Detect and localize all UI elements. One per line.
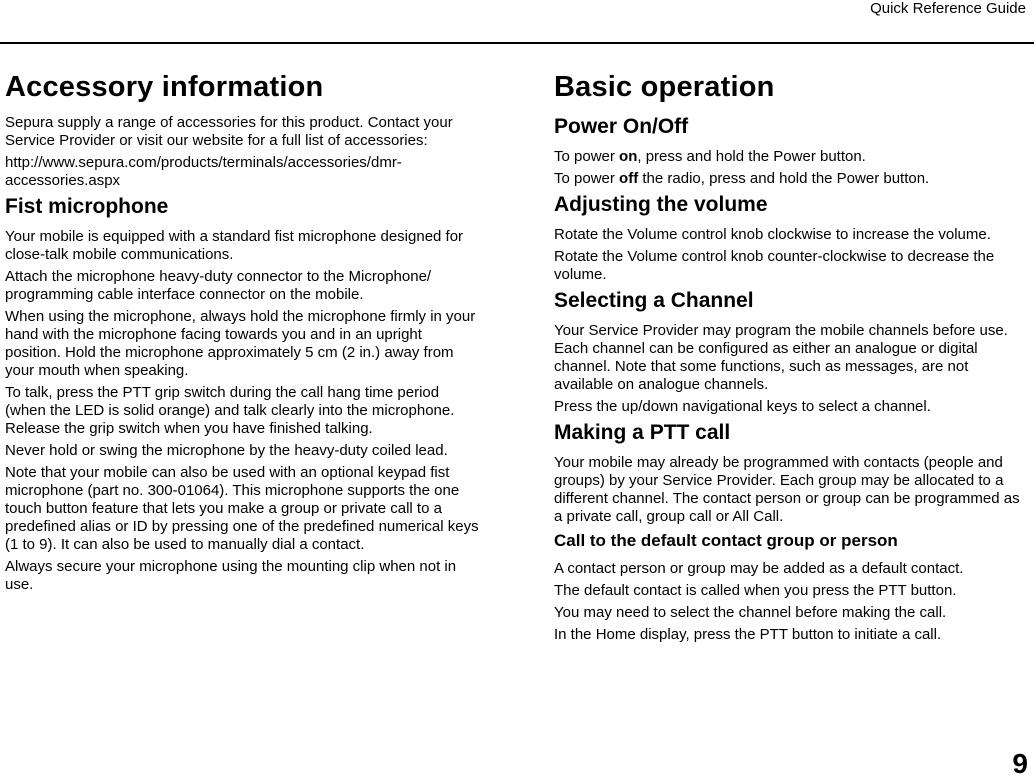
right-column [554, 66, 1028, 648]
volume-paragraph: Rotate the Volume control knob clockwise to increase the volume. [554, 226, 991, 243]
default-contact-paragraph: You may need to select the channel before making the call. [554, 604, 947, 621]
volume-paragraph: Rotate the Volume control knob counter-clockwise to decrease the volume. [554, 248, 995, 283]
power-heading: Power On/Off [554, 115, 689, 138]
ptt-paragraph: Your mobile may already be programmed with contacts (people and groups) by your Service Provider. Each group may be allocated to a different channel. The contact person or group can be programmed as a private call, group call or All Call. [554, 454, 1020, 525]
power-on-prefix: To power [554, 148, 620, 165]
default-contact-paragraph: In the Home display, press the PTT button to initiate a call. [554, 626, 942, 643]
volume-heading: Adjusting the volume [554, 193, 768, 216]
power-on-keyword: on [619, 148, 638, 165]
accessory-info-heading: Accessory information [5, 71, 324, 103]
fist-mic-paragraph: When using the microphone, always hold the microphone firmly in your hand with the microphone facing towards you and in an upright position. Hold the microphone approximately 5 cm (2 in.) away from your mouth when speaking. [5, 308, 476, 379]
fist-mic-paragraph: Attach the microphone heavy-duty connector to the Microphone/ programming cable interface connector on the mobile. [5, 268, 432, 303]
default-contact-paragraph: The default contact is called when you press the PTT button. [554, 582, 957, 599]
fist-mic-paragraph: Never hold or swing the microphone by the heavy-duty coiled lead. [5, 442, 448, 459]
fist-mic-paragraph: Note that your mobile can also be used with an optional keypad fist microphone (part no. 300-01064). This microphone supports the one touch button feature that lets you make a group or private call to a predefined alias or ID by pressing one of the predefined numerical keys (1 to 9). It can also be used to manually dial a contact. [5, 464, 479, 553]
channel-heading: Selecting a Channel [554, 289, 754, 312]
power-on-suffix: , press and hold the Power button. [637, 148, 866, 165]
fist-mic-paragraph: Your mobile is equipped with a standard fist microphone designed for close-talk mobile communications. [5, 228, 464, 263]
running-header: Quick Reference Guide [870, 0, 1026, 17]
channel-paragraph: Your Service Provider may program the mobile channels before use. Each channel can be configured as either an analogue or digital channel. Note that some functions, such as messages, are not available on analogue channels. [554, 322, 1008, 393]
power-off-prefix: To power [554, 170, 620, 187]
fist-mic-paragraph: Always secure your microphone using the mounting clip when not in use. [5, 558, 457, 593]
default-contact-paragraph: A contact person or group may be added as a default contact. [554, 560, 964, 577]
accessory-url: http://www.sepura.com/products/terminals/accessories/dmr-accessories.aspx [5, 154, 402, 189]
fist-microphone-heading: Fist microphone [5, 195, 169, 218]
ptt-call-heading: Making a PTT call [554, 421, 731, 444]
power-off-instruction [554, 170, 1028, 188]
fist-mic-paragraph: To talk, press the PTT grip switch during the call hang time period (when the LED is solid orange) and talk clearly into the microphone. Release the grip switch when you have finished talking. [5, 384, 455, 437]
channel-paragraph: Press the up/down navigational keys to select a channel. [554, 398, 931, 415]
power-on-instruction [554, 148, 1028, 166]
header-divider [0, 42, 1034, 44]
default-contact-heading: Call to the default contact group or person [554, 531, 898, 550]
accessory-intro-paragraph: Sepura supply a range of accessories for this product. Contact your Service Provider or visit our website for a full list of accessories: [5, 114, 453, 149]
power-off-keyword: off [619, 170, 639, 187]
basic-operation-heading: Basic operation [554, 71, 775, 103]
page-number: 9 [1012, 748, 1028, 779]
left-column [5, 66, 480, 598]
power-off-suffix: the radio, press and hold the Power button. [638, 170, 930, 187]
